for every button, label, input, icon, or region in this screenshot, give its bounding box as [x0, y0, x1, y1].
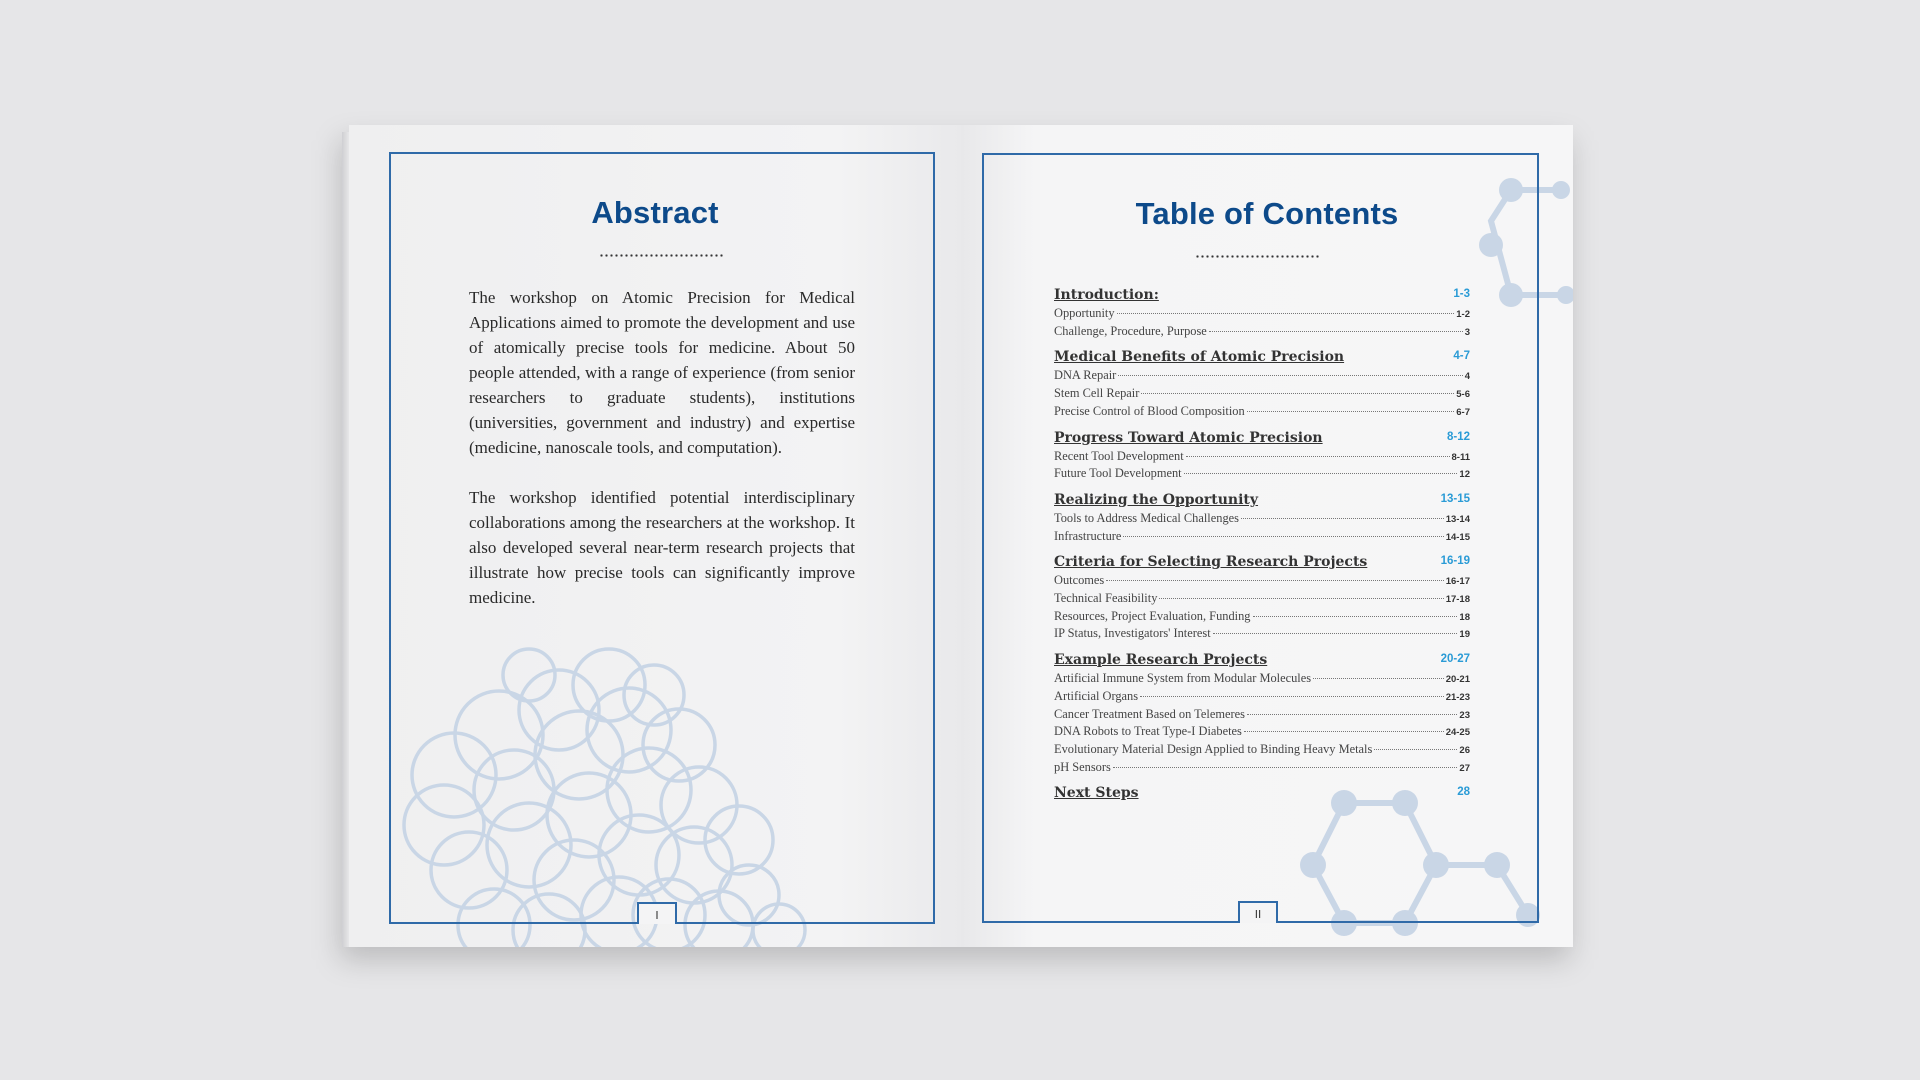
- page-number-tab: I: [637, 902, 677, 924]
- toc-entry[interactable]: Resources, Project Evaluation, Funding 18: [1054, 608, 1470, 623]
- toc-entry[interactable]: Outcomes 16-17: [1054, 573, 1470, 588]
- toc-section-pages: 16-19: [1440, 555, 1470, 568]
- toc-section-pages: 4-7: [1453, 350, 1470, 363]
- heading-divider: [1195, 255, 1321, 258]
- toc-entry[interactable]: Artificial Organs 21-23: [1054, 688, 1470, 703]
- heading-divider: [599, 254, 723, 257]
- toc-section: [1054, 490, 1470, 545]
- toc-section: [1054, 783, 1470, 803]
- toc-section-title[interactable]: Next Steps: [1054, 785, 1139, 802]
- abstract-paragraph: The workshop identified potential interdisciplinary collaborations among the researchers at the workshop. It also developed several near-term research projects that illustrate how precise tools can significantly improve medicine.: [469, 488, 855, 607]
- toc-entry[interactable]: Artificial Immune System from Modular Molecules 20-21: [1054, 671, 1470, 686]
- toc-section: [1054, 428, 1470, 483]
- toc-entry[interactable]: Future Tool Development 12: [1054, 466, 1470, 481]
- toc-entry[interactable]: Infrastructure 14-15: [1054, 528, 1470, 543]
- toc-section-pages: 13-15: [1440, 492, 1470, 505]
- toc-section-pages: 20-27: [1440, 653, 1470, 666]
- toc-section: [1054, 347, 1470, 420]
- toc-section-title[interactable]: Example Research Projects: [1054, 652, 1268, 669]
- toc-entry[interactable]: pH Sensors 27: [1054, 759, 1470, 774]
- toc-section-title[interactable]: Introduction:: [1054, 287, 1159, 303]
- toc-entry[interactable]: Stem Cell Repair 5-6: [1054, 386, 1470, 401]
- toc-entry[interactable]: Precise Control of Blood Composition 6-7: [1054, 403, 1470, 418]
- right-page: [961, 125, 1573, 947]
- abstract-heading: Abstract: [591, 195, 719, 230]
- toc-entry[interactable]: IP Status, Investigators' Interest 19: [1054, 626, 1470, 641]
- toc-entry[interactable]: Technical Feasibility 17-18: [1054, 591, 1470, 606]
- toc-section-pages: 1-3: [1453, 288, 1470, 300]
- toc-section-title[interactable]: Progress Toward Atomic Precision: [1054, 429, 1323, 446]
- left-page: [349, 125, 961, 947]
- toc-entry[interactable]: Opportunity 1-2: [1054, 306, 1470, 320]
- abstract-body: [469, 285, 855, 635]
- toc-section-pages: 8-12: [1446, 430, 1470, 443]
- table-of-contents: [1054, 285, 1470, 803]
- toc-entry[interactable]: Tools to Address Medical Challenges 13-14: [1054, 510, 1470, 525]
- toc-section: [1054, 650, 1470, 776]
- toc-entry[interactable]: Recent Tool Development 8-11: [1054, 448, 1470, 463]
- toc-section: [1054, 285, 1470, 340]
- toc-entry[interactable]: DNA Repair 4: [1054, 368, 1470, 383]
- toc-section: [1054, 552, 1470, 643]
- toc-entry[interactable]: DNA Robots to Treat Type-I Diabetes 24-25: [1054, 724, 1470, 739]
- toc-entry[interactable]: Cancer Treatment Based on Telemeres 23: [1054, 706, 1470, 721]
- toc-section-title[interactable]: Realizing the Opportunity: [1054, 491, 1259, 508]
- abstract-paragraph: The workshop on Atomic Precision for Medical Applications aimed to promote the development and use of atomically precise tools for medicine. About 50 people attended, with a range of experience (from senior researchers to graduate students), institutions (universities, government and industry) and expertise (medicine, nanoscale tools, and computation).: [469, 288, 855, 457]
- toc-section-title[interactable]: Medical Benefits of Atomic Precision: [1054, 349, 1345, 366]
- toc-entry[interactable]: Challenge, Procedure, Purpose 3: [1054, 323, 1470, 338]
- toc-heading: Table of Contents: [1135, 196, 1399, 231]
- toc-entry[interactable]: Evolutionary Material Design Applied to Binding Heavy Metals 26: [1054, 741, 1470, 756]
- toc-section-title[interactable]: Criteria for Selecting Research Projects: [1054, 554, 1368, 571]
- page-number-tab: II: [1238, 901, 1278, 923]
- toc-section-pages: 28: [1457, 786, 1470, 799]
